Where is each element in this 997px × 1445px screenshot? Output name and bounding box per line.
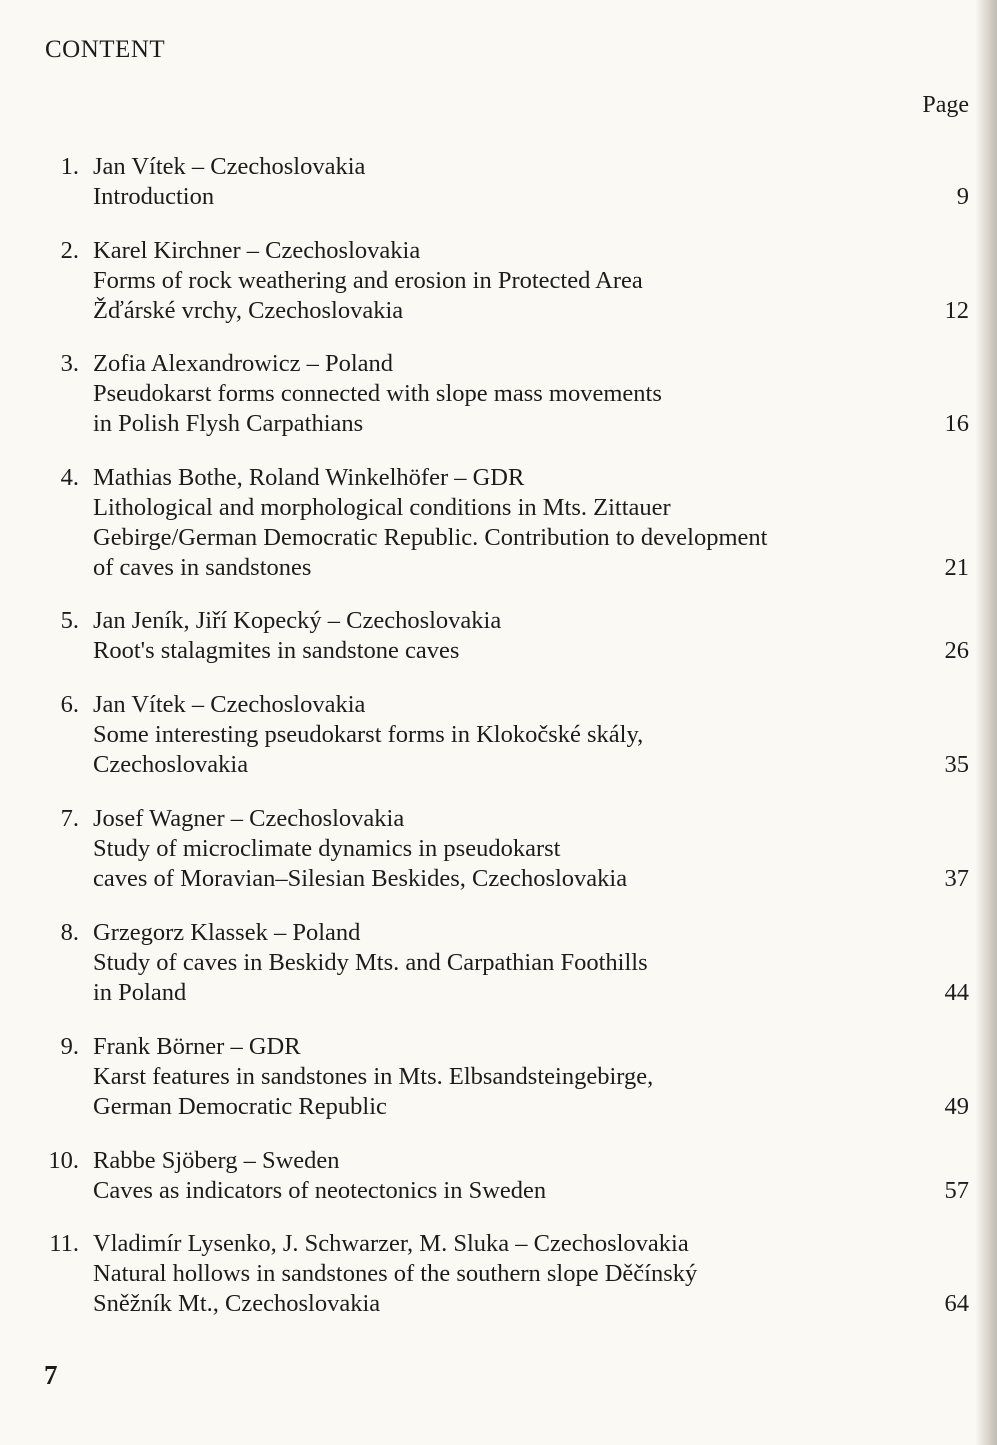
entry-title-line: of caves in sandstones [93,554,312,581]
entry-text [93,463,913,583]
entry-authors: Karel Kirchner – Czechoslovakia [93,237,421,264]
entry-title-line: Study of microclimate dynamics in pseudokarst [93,835,561,862]
page-edge-shadow [975,0,997,1445]
entry-authors: Rabbe Sjöberg – Sweden [93,1147,340,1174]
entry-authors: Josef Wagner – Czechoslovakia [93,805,405,832]
entry-authors: Jan Vítek – Czechoslovakia [93,691,366,718]
entry-page-number: 64 [944,1290,969,1317]
entry-title-line: Caves as indicators of neotectonics in Sweden [93,1177,547,1204]
entry-number: 7. [60,805,79,832]
entry-title-line: caves of Moravian–Silesian Beskides, Czechoslovakia [93,865,628,892]
entry-text [93,1146,913,1206]
entry-page-number: 57 [944,1177,969,1204]
entry-text [93,606,913,666]
entry-number: 2. [60,237,79,264]
entry-authors: Zofia Alexandrowicz – Poland [93,350,394,377]
entry-number: 4. [60,464,79,491]
entry-authors: Jan Jeník, Jiří Kopecký – Czechoslovakia [93,607,502,634]
entry-page-number: 35 [944,751,969,778]
entry-title-line: Žďárské vrchy, Czechoslovakia [93,297,404,324]
entry-title-line: Gebirge/German Democratic Republic. Contribution to development [93,524,768,551]
entry-text [93,1032,913,1122]
entry-page-number: 16 [944,410,969,437]
page-heading: CONTENT [45,36,166,63]
entry-text [93,349,913,439]
entry-page-number: 49 [944,1093,969,1120]
entry-number: 10. [48,1147,79,1174]
entry-title-line: Karst features in sandstones in Mts. Elbsandsteingebirge, [93,1063,654,1090]
page-column-label: Page [922,92,969,118]
page-number: 7 [44,1360,58,1390]
entry-page-number: 26 [944,637,969,664]
entry-authors: Grzegorz Klassek – Poland [93,919,361,946]
entry-page-number: 37 [944,865,969,892]
entry-title-line: Study of caves in Beskidy Mts. and Carpathian Foothills [93,949,648,976]
entry-number: 5. [60,607,79,634]
entry-page-number: 9 [956,183,969,210]
entry-title-line: German Democratic Republic [93,1093,387,1120]
entry-title-line: Natural hollows in sandstones of the southern slope Děčínský [93,1260,698,1287]
entry-authors: Vladimír Lysenko, J. Schwarzer, M. Sluka – Czechoslovakia [93,1230,689,1257]
entry-title-line: in Poland [93,979,187,1006]
entry-number: 3. [60,350,79,377]
entry-title-line: Sněžník Mt., Czechoslovakia [93,1290,381,1317]
entry-title-line: Pseudokarst forms connected with slope mass movements [93,380,662,407]
entry-number: 9. [60,1033,79,1060]
entry-number: 1. [60,153,79,180]
entry-title-line: Root's stalagmites in sandstone caves [93,637,460,664]
entry-title-line: in Polish Flysh Carpathians [93,410,364,437]
entry-authors: Mathias Bothe, Roland Winkelhöfer – GDR [93,464,525,491]
entry-number: 6. [60,691,79,718]
entry-title-line: Czechoslovakia [93,751,249,778]
entry-page-number: 12 [944,297,969,324]
entry-text [93,152,913,212]
entry-title-line: Some interesting pseudokarst forms in Klokočské skály, [93,721,644,748]
entry-text [93,804,913,894]
entry-text [93,690,913,780]
entry-number: 8. [60,919,79,946]
entry-authors: Frank Börner – GDR [93,1033,301,1060]
entry-title-line: Introduction [93,183,215,210]
entry-text [93,236,913,326]
entry-text [93,1229,913,1319]
entry-text [93,918,913,1008]
entry-title-line: Forms of rock weathering and erosion in Protected Area [93,267,643,294]
entry-number: 11. [49,1230,79,1257]
entry-title-line: Lithological and morphological conditions in Mts. Zittauer [93,494,671,521]
entry-page-number: 44 [944,979,969,1006]
entry-page-number: 21 [944,554,969,581]
entry-authors: Jan Vítek – Czechoslovakia [93,153,366,180]
